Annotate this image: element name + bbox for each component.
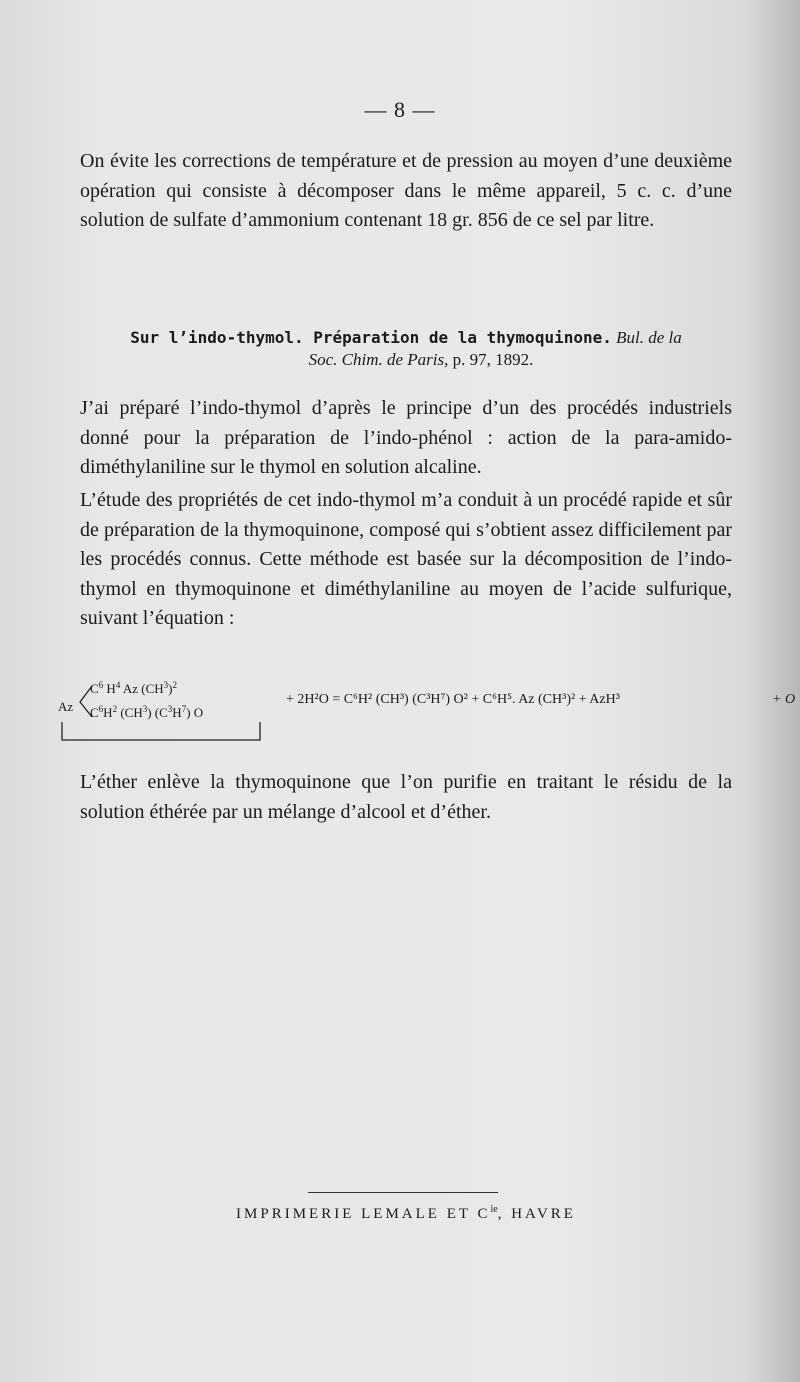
footer-rule [308,1192,498,1193]
paragraph-correction: On évite les corrections de température et de pression au moyen d’une deuxième opération qui consiste à décomposer dans le même appareil, 5 c. c. d’une solution de sulfate d’ammonium contenant 18 gr. 856 de ce sel par litre. [80,150,732,231]
reference-journal: Bul. de la [616,328,682,347]
equation-underbrace [60,720,266,746]
paragraph-study: L’étude des propriétés de cet indo-thymol m’a conduit à un procédé rapide et sûr de préparation de la thymoquinone, composé qui s’obtient assez difficilement par les procédés connus. Cette méthode est basée sur la décomposition de l’indo-thymol en thymoquinone et diméthylaniline au moyen de l’acide sulfurique, suivant l’équation : [80,489,732,629]
page-number: — 8 — [364,97,436,122]
section-title: Sur l’indo-thymol. Préparation de la thymoquinone. [130,328,612,347]
reference-line [80,349,732,371]
paragraph-purification: L’éther enlève la thymoquinone que l’on purifie en traitant le résidu de la solution éthérée par un mélange d’alcool et d’éther. [80,771,732,823]
printer-imprint: IMPRIMERIE LEMALE ET $C^{ie}$, HAVRE [236,1204,576,1222]
paragraph-method: J’ai préparé l’indo-thymol d’après le principe d’un des procédés industriels donné pour la préparation de l’indo-phénol : action de la para-amido-diméthylaniline sur le thymol en solution alcaline. [80,397,732,478]
section-heading [80,327,732,371]
reference-page: p. 97, 1892. [452,350,534,369]
reference-society: Soc. Chim. de Paris, [308,350,449,369]
equation-right-side: + 2H²O = C⁶H² (CH³) (C³H⁷) O² + C⁶H⁵. Az (CH³)² + AzH³ [286,692,620,707]
equation-az: Az [58,699,74,714]
equation-bottom-group: $C^6H^2$ $(CH^3)$ $(C^3H^7)$ O [90,704,204,720]
chemical-equation [58,680,798,752]
equation-tail: + O [772,692,796,707]
equation-top-group: $C^6$ $H^4$ Az $(CH^3)^2$ [90,680,177,696]
